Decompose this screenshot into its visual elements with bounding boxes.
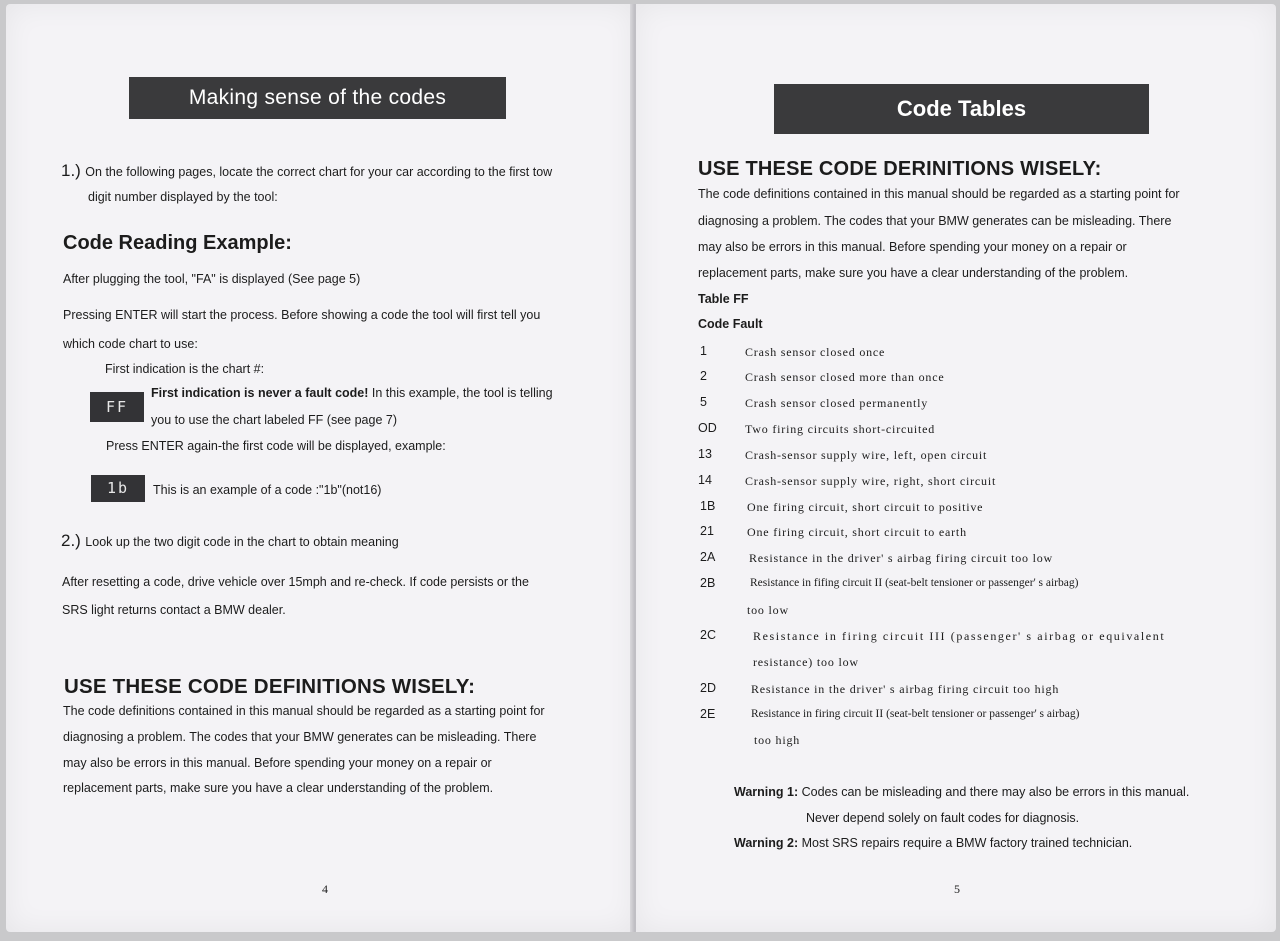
step-1 — [61, 161, 552, 181]
lcd-display-1b: 1b — [91, 475, 145, 502]
table-row-fault: Resistance in the driver' s airbag firing circuit too low — [749, 551, 1054, 565]
warning-1-cont: Never depend solely on fault codes for diagnosis. — [806, 811, 1080, 825]
after-reset-text-cont: SRS light returns contact a BMW dealer. — [62, 603, 286, 617]
never-fault-line — [151, 386, 553, 400]
table-row-code: 13 — [698, 447, 712, 461]
after-plugging-text: After plugging the tool, "FA" is displayed (See page 5) — [63, 272, 361, 286]
step-1-number: 1.) — [61, 161, 81, 180]
code-reading-example-heading: Code Reading Example: — [63, 232, 292, 254]
table-label: Table FF — [698, 292, 749, 306]
step-2-number: 2.) — [61, 531, 81, 550]
pressing-enter-text-cont: which code chart to use: — [63, 337, 198, 351]
right-wisely-line-2: diagnosing a problem. The codes that your BMW generates can be misleading. There — [698, 214, 1172, 228]
table-row-code: 1 — [700, 344, 707, 358]
show-through-text — [526, 184, 529, 198]
table-row-fault: One firing circuit, short circuit to positive — [747, 500, 984, 514]
table-row-code: OD — [698, 421, 717, 435]
wisely-heading-left: USE THESE CODE DEFINITIONS WISELY: — [64, 675, 476, 698]
table-row-code: 21 — [700, 524, 714, 538]
table-row-fault: Two firing circuits short-circuited — [745, 422, 936, 436]
table-row-fault: Crash sensor closed more than once — [745, 370, 945, 384]
right-wisely-line-4: replacement parts, make sure you have a clear understanding of the problem. — [698, 266, 1129, 280]
table-row-code: 2B — [700, 576, 716, 590]
wisely-line-3: may also be errors in this manual. Before spending your money on a repair or — [63, 756, 492, 770]
pressing-enter-text: Pressing ENTER will start the process. Before showing a code the tool will first tell you — [63, 308, 541, 322]
step-2-text: Look up the two digit code in the chart to obtain meaning — [85, 535, 399, 549]
table-row-code: 2D — [700, 681, 716, 695]
table-row-code: 2C — [700, 628, 716, 642]
warning-1-text: Codes can be misleading and there may also be errors in this manual. — [798, 785, 1190, 799]
page-number-right: 5 — [954, 882, 960, 896]
table-row-fault: Resistance in the driver' s airbag firing circuit too high — [751, 682, 1060, 696]
right-page — [636, 4, 1276, 932]
table-row-fault: Crash sensor closed once — [745, 345, 886, 359]
warning-2-text: Most SRS repairs require a BMW factory trained technician. — [798, 836, 1133, 850]
lcd-display-ff: FF — [90, 392, 144, 422]
table-row-fault-cont: too low — [747, 603, 789, 617]
press-enter-again-text: Press ENTER again-the first code will be displayed, example: — [106, 439, 446, 453]
step-1-text: On the following pages, locate the correct chart for your car according to the first tow — [85, 165, 553, 179]
wisely-heading-right: USE THESE CODE DERINITIONS WISELY: — [698, 158, 1102, 180]
table-row-fault: Resistance in firing circuit III (passenger' s airbag or equivalent — [753, 629, 1166, 643]
table-row-code: 14 — [698, 473, 712, 487]
after-reset-text: After resetting a code, drive vehicle over 15mph and re-check. If code persists or the — [62, 575, 529, 589]
table-row-fault: Crash-sensor supply wire, left, open circuit — [745, 448, 988, 462]
page-number-left: 4 — [322, 882, 328, 896]
table-row-fault: Resistance in firing circuit II (seat-belt tensioner or passenger' s airbag) — [751, 708, 1080, 720]
step-1-text-cont: digit number displayed by the tool: — [88, 190, 278, 204]
table-row-code: 2A — [700, 550, 716, 564]
wisely-line-1: The code definitions contained in this manual should be regarded as a starting point for — [63, 704, 545, 718]
example-code-text: This is an example of a code :"1b"(not16) — [153, 483, 382, 497]
never-fault-rest: In this example, the tool is telling — [368, 386, 553, 400]
table-row-fault-cont: too high — [754, 733, 801, 747]
table-row-fault: One firing circuit, short circuit to earth — [747, 525, 967, 539]
right-wisely-line-1: The code definitions contained in this manual should be regarded as a starting point for — [698, 187, 1180, 201]
table-column-header: Code Fault — [698, 317, 763, 331]
left-page — [6, 4, 634, 932]
wisely-line-2: diagnosing a problem. The codes that your BMW generates can be misleading. There — [63, 730, 537, 744]
warning-2-label: Warning 2: — [734, 836, 799, 850]
first-indication-text: First indication is the chart #: — [105, 362, 265, 376]
table-row-fault: Resistance in fifing circuit II (seat-belt tensioner or passenger' s airbag) — [750, 577, 1079, 589]
table-row-fault-cont: resistance) too low — [753, 655, 859, 669]
banner-code-tables: Code Tables — [774, 84, 1149, 134]
table-row-code: 5 — [700, 395, 707, 409]
warning-1 — [734, 785, 1189, 799]
table-row-code: 1B — [700, 499, 716, 513]
table-row-code: 2E — [700, 707, 716, 721]
warning-2 — [734, 836, 1132, 850]
banner-making-sense: Making sense of the codes — [129, 77, 506, 119]
never-fault-bold: First indication is never a fault code! — [151, 386, 369, 400]
table-row-fault: Crash-sensor supply wire, right, short circuit — [745, 474, 997, 488]
chart-ff-text: you to use the chart labeled FF (see page 7) — [151, 413, 397, 427]
table-row-code: 2 — [700, 369, 707, 383]
warning-1-label: Warning 1: — [734, 785, 799, 799]
table-row-fault: Crash sensor closed permanently — [745, 396, 929, 410]
step-2 — [61, 531, 399, 551]
right-wisely-line-3: may also be errors in this manual. Before spending your money on a repair or — [698, 240, 1127, 254]
wisely-line-4: replacement parts, make sure you have a clear understanding of the problem. — [63, 781, 494, 795]
